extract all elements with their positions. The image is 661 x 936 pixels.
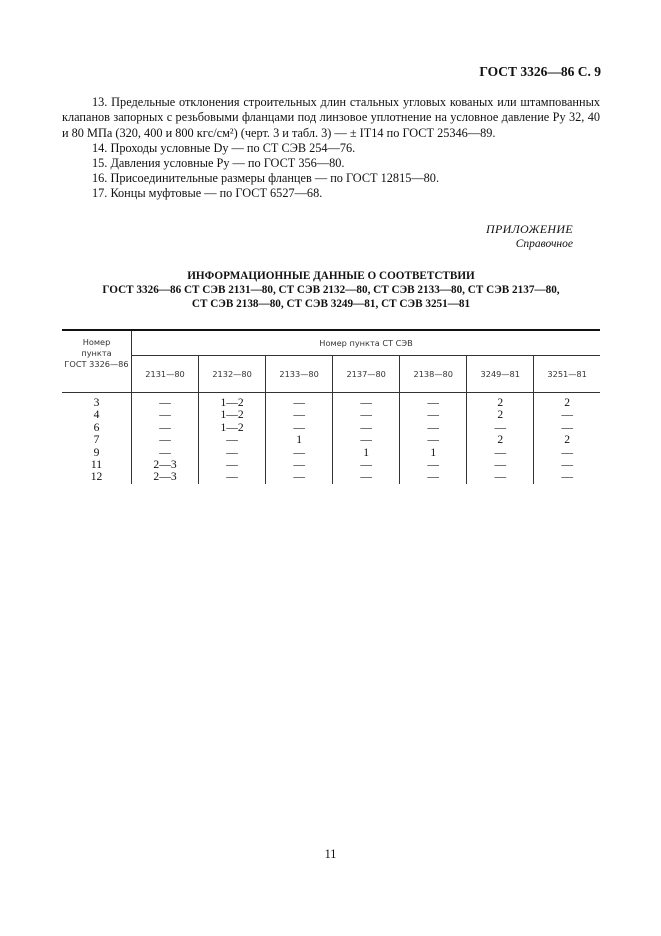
row-number-cell: 11: [90, 458, 103, 472]
table-cell: —: [467, 447, 534, 459]
paragraph-16: 16. Присоединительные размеры фланцев — по ГОСТ 12815—80.: [92, 171, 440, 185]
left-header: [62, 330, 132, 393]
column-header: 2138—80: [400, 356, 467, 393]
table-row: [62, 422, 600, 434]
appendix-type: Справочное: [515, 238, 573, 250]
table-cell: —: [467, 471, 534, 483]
column-header: 2137—80: [333, 356, 400, 393]
appendix-title: ПРИЛОЖЕНИЕ: [486, 222, 573, 236]
column-header: 2133—80: [266, 356, 333, 393]
row-number-cell: 4: [93, 408, 100, 422]
row-number-cell: 7: [93, 433, 100, 447]
table-cell: 1: [400, 447, 467, 459]
table-cell: —: [534, 459, 600, 471]
table-cell: —: [400, 409, 467, 421]
table-cell: —: [333, 393, 400, 410]
document-title: [62, 269, 600, 311]
column-header: 3251—81: [534, 356, 600, 393]
table-cell: —: [132, 434, 199, 446]
correspondence-table: [62, 329, 600, 484]
table-cell: —: [132, 422, 199, 434]
table-cell: 2: [467, 409, 534, 421]
table-cell: —: [199, 434, 266, 446]
table-row: [62, 393, 600, 410]
paragraph-15: 15. Давления условные Pу — по ГОСТ 356—80.: [92, 156, 345, 170]
page-number: 11: [324, 847, 337, 861]
column-header: 2132—80: [199, 356, 266, 393]
column-header: 3249—81: [467, 356, 534, 393]
table-cell: 1—2: [199, 422, 266, 434]
table-cell: 1—2: [199, 409, 266, 421]
table-cell: 2: [534, 393, 600, 410]
page-header: ГОСТ 3326—86 С. 9: [479, 64, 601, 79]
appendix-label: [486, 222, 573, 252]
title-line: СТ СЭВ 2138—80, СТ СЭВ 3249—81, СТ СЭВ 3251—81: [191, 298, 471, 310]
table-cell: —: [199, 471, 266, 483]
paragraph-13: 13. Предельные отклонения строительных длин стальных угловых кованых или штампованных клапанов запорных с резьбовыми фланцами под линзовое уплотнение на условное давление Pу 32, 40 и 80 МПа (320, 400 и 800 кгс/см²) (черт. 3 и табл. 3) — ± IT14 по ГОСТ 25346—89.: [62, 95, 600, 140]
table-cell: 2: [467, 393, 534, 410]
table-cell: —: [400, 422, 467, 434]
table-cell: —: [266, 471, 333, 483]
table-cell: —: [467, 422, 534, 434]
table-row: [62, 471, 600, 483]
left-header-line: ГОСТ 3326—86: [64, 359, 129, 369]
table-cell: 2—3: [132, 459, 199, 471]
table-row: [62, 434, 600, 446]
table-cell: 1: [266, 434, 333, 446]
table-cell: —: [132, 447, 199, 459]
table-cell: —: [266, 447, 333, 459]
table-cell: 2: [534, 434, 600, 446]
paragraph-14: 14. Проходы условные Dу — по СТ СЭВ 254—76.: [92, 141, 356, 155]
table-cell: —: [266, 459, 333, 471]
table-cell: —: [400, 434, 467, 446]
table-cell: —: [400, 459, 467, 471]
table-cell: 1: [333, 447, 400, 459]
table-row: [62, 459, 600, 471]
table-cell: —: [400, 393, 467, 410]
table-cell: 1—2: [199, 393, 266, 410]
table-cell: —: [266, 393, 333, 410]
table-row: [62, 409, 600, 421]
table-cell: —: [199, 459, 266, 471]
row-number-cell: 9: [93, 445, 100, 459]
group-header: Номер пункта СТ СЭВ: [132, 330, 601, 356]
left-header-line: пункта: [81, 348, 112, 358]
table-cell: —: [132, 393, 199, 410]
table-cell: —: [333, 434, 400, 446]
table-cell: —: [534, 447, 600, 459]
row-number-cell: 12: [90, 470, 103, 484]
table-cell: —: [132, 409, 199, 421]
table-cell: —: [400, 471, 467, 483]
paragraph-17: 17. Концы муфтовые — по ГОСТ 6527—68.: [92, 186, 323, 200]
table-cell: —: [534, 422, 600, 434]
table-cell: —: [266, 422, 333, 434]
table-cell: —: [266, 409, 333, 421]
table-cell: —: [333, 409, 400, 421]
title-line: ИНФОРМАЦИОННЫЕ ДАННЫЕ О СООТВЕТСТВИИ: [187, 270, 475, 282]
table-cell: —: [534, 471, 600, 483]
table-cell: —: [534, 409, 600, 421]
table-cell: —: [333, 459, 400, 471]
table-cell: 2: [467, 434, 534, 446]
table-cell: —: [467, 459, 534, 471]
left-header-line: Номер: [82, 337, 111, 347]
table-cell: —: [333, 422, 400, 434]
title-line: ГОСТ 3326—86 СТ СЭВ 2131—80, СТ СЭВ 2132—80, СТ СЭВ 2133—80, СТ СЭВ 2137—80,: [102, 284, 560, 296]
table-row: [62, 447, 600, 459]
table-cell: —: [333, 471, 400, 483]
table-cell: —: [199, 447, 266, 459]
row-number-cell: 6: [93, 420, 100, 434]
row-number-cell: 3: [93, 396, 100, 409]
column-header: 2131—80: [132, 356, 199, 393]
table-cell: 2—3: [132, 471, 199, 483]
